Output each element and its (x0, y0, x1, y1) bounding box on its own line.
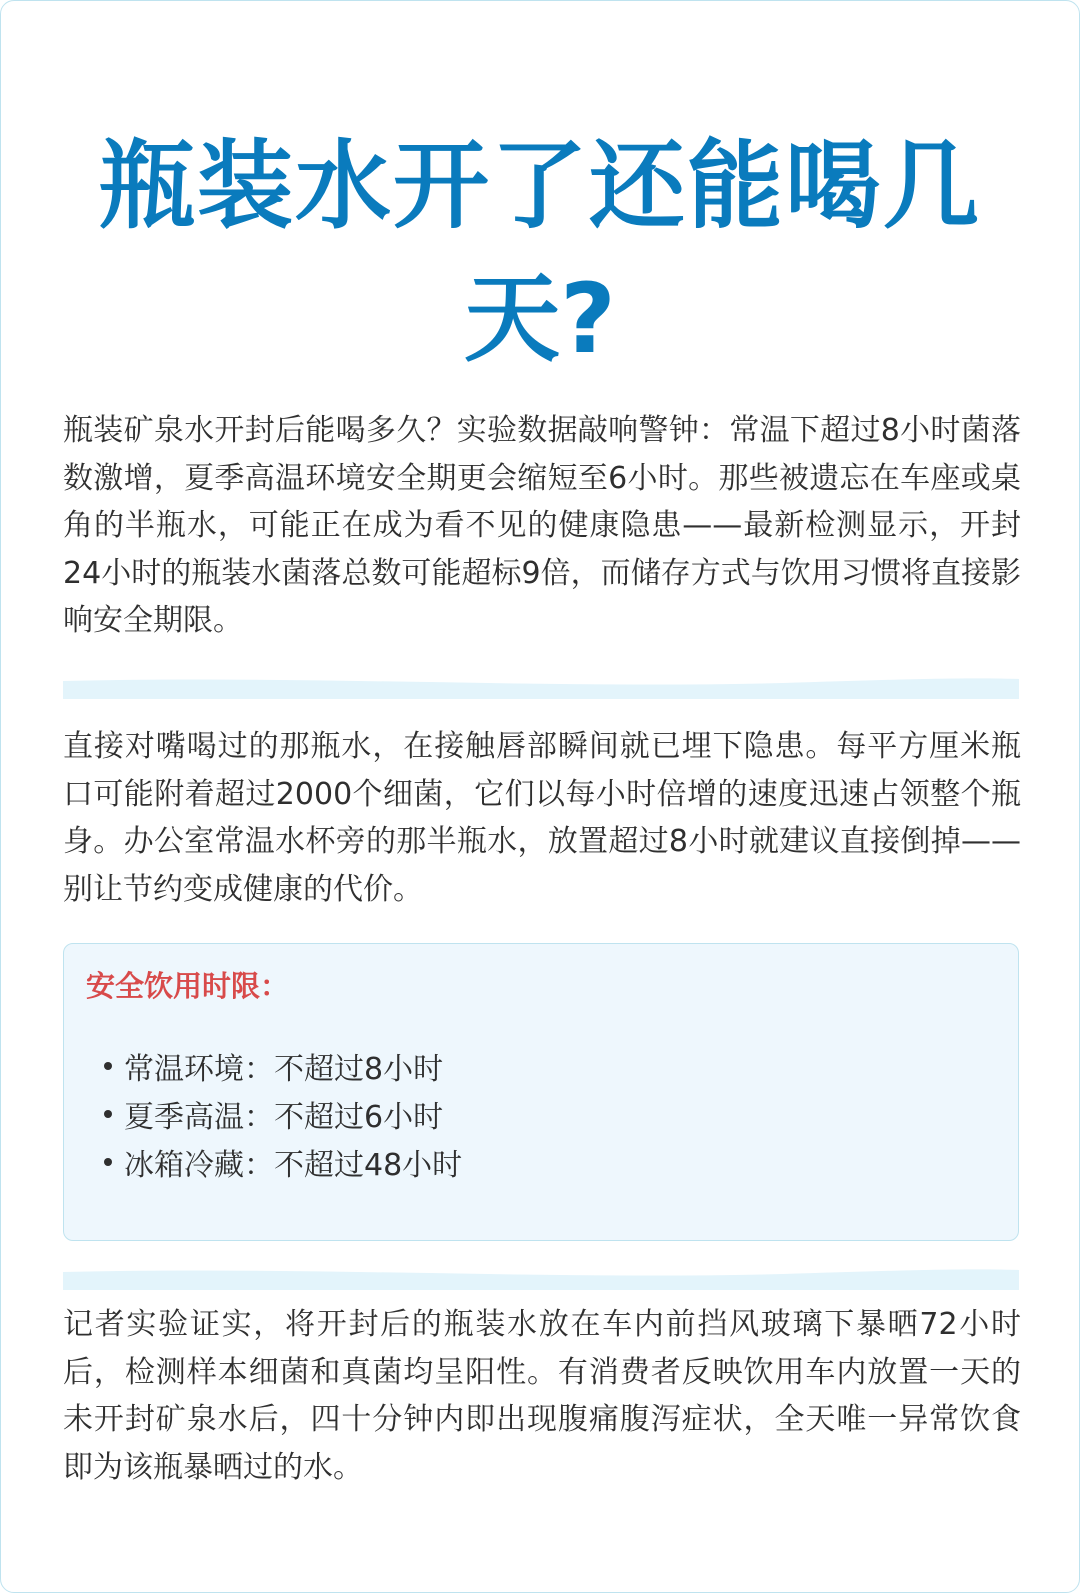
article-title-line-1: 瓶装水开了还能喝几 (99, 130, 981, 242)
safety-limits-list (104, 1042, 462, 1186)
wave-divider-shape (63, 675, 1019, 699)
paragraph-experiment: 记者实验证实，将开封后的瓶装水放在车内前挡风玻璃下暴晒72小时后，检测样本细菌和真菌均呈阳性。有消费者反映饮用车内放置一天的未开封矿泉水后，四十分钟内即出现腹痛腹泻症状，全天唯一异常饮食即为该瓶暴晒过的水。 (63, 1307, 1021, 1485)
bullet-icon (104, 1110, 112, 1118)
bullet-icon (104, 1062, 112, 1070)
safety-info-box (63, 943, 1019, 1241)
paragraph-bottle-mouth: 直接对嘴喝过的那瓶水，在接触唇部瞬间就已埋下隐患。每平方厘米瓶口可能附着超过2000个细菌，它们以每小时倍增的速度迅速占领整个瓶身。办公室常温水杯旁的那半瓶水，放置超过8小时就建议直接倒掉——别让节约变成健康的代价。 (63, 729, 1021, 907)
list-item (104, 1138, 462, 1186)
wave-divider-shape (63, 1266, 1019, 1290)
list-item-text: 冰箱冷藏：不超过48小时 (124, 1148, 463, 1183)
list-item (104, 1042, 462, 1090)
list-item-text: 常温环境：不超过8小时 (124, 1052, 444, 1087)
info-box-title: 安全饮用时限： (86, 969, 290, 1003)
paragraph-intro: 瓶装矿泉水开封后能喝多久？实验数据敲响警钟：常温下超过8小时菌落数激增，夏季高温环境安全期更会缩短至6小时。那些被遗忘在车座或桌角的半瓶水，可能正在成为看不见的健康隐患——最新检测显示，开封24小时的瓶装水菌落总数可能超标9倍，而储存方式与饮用习惯将直接影响安全期限。 (63, 413, 1021, 638)
section-divider (63, 1266, 1019, 1290)
bullet-icon (104, 1158, 112, 1166)
list-item-text: 夏季高温：不超过6小时 (124, 1100, 444, 1135)
article-title-line-2: 天? (464, 263, 616, 375)
section-divider (63, 675, 1019, 699)
list-item (104, 1090, 462, 1138)
